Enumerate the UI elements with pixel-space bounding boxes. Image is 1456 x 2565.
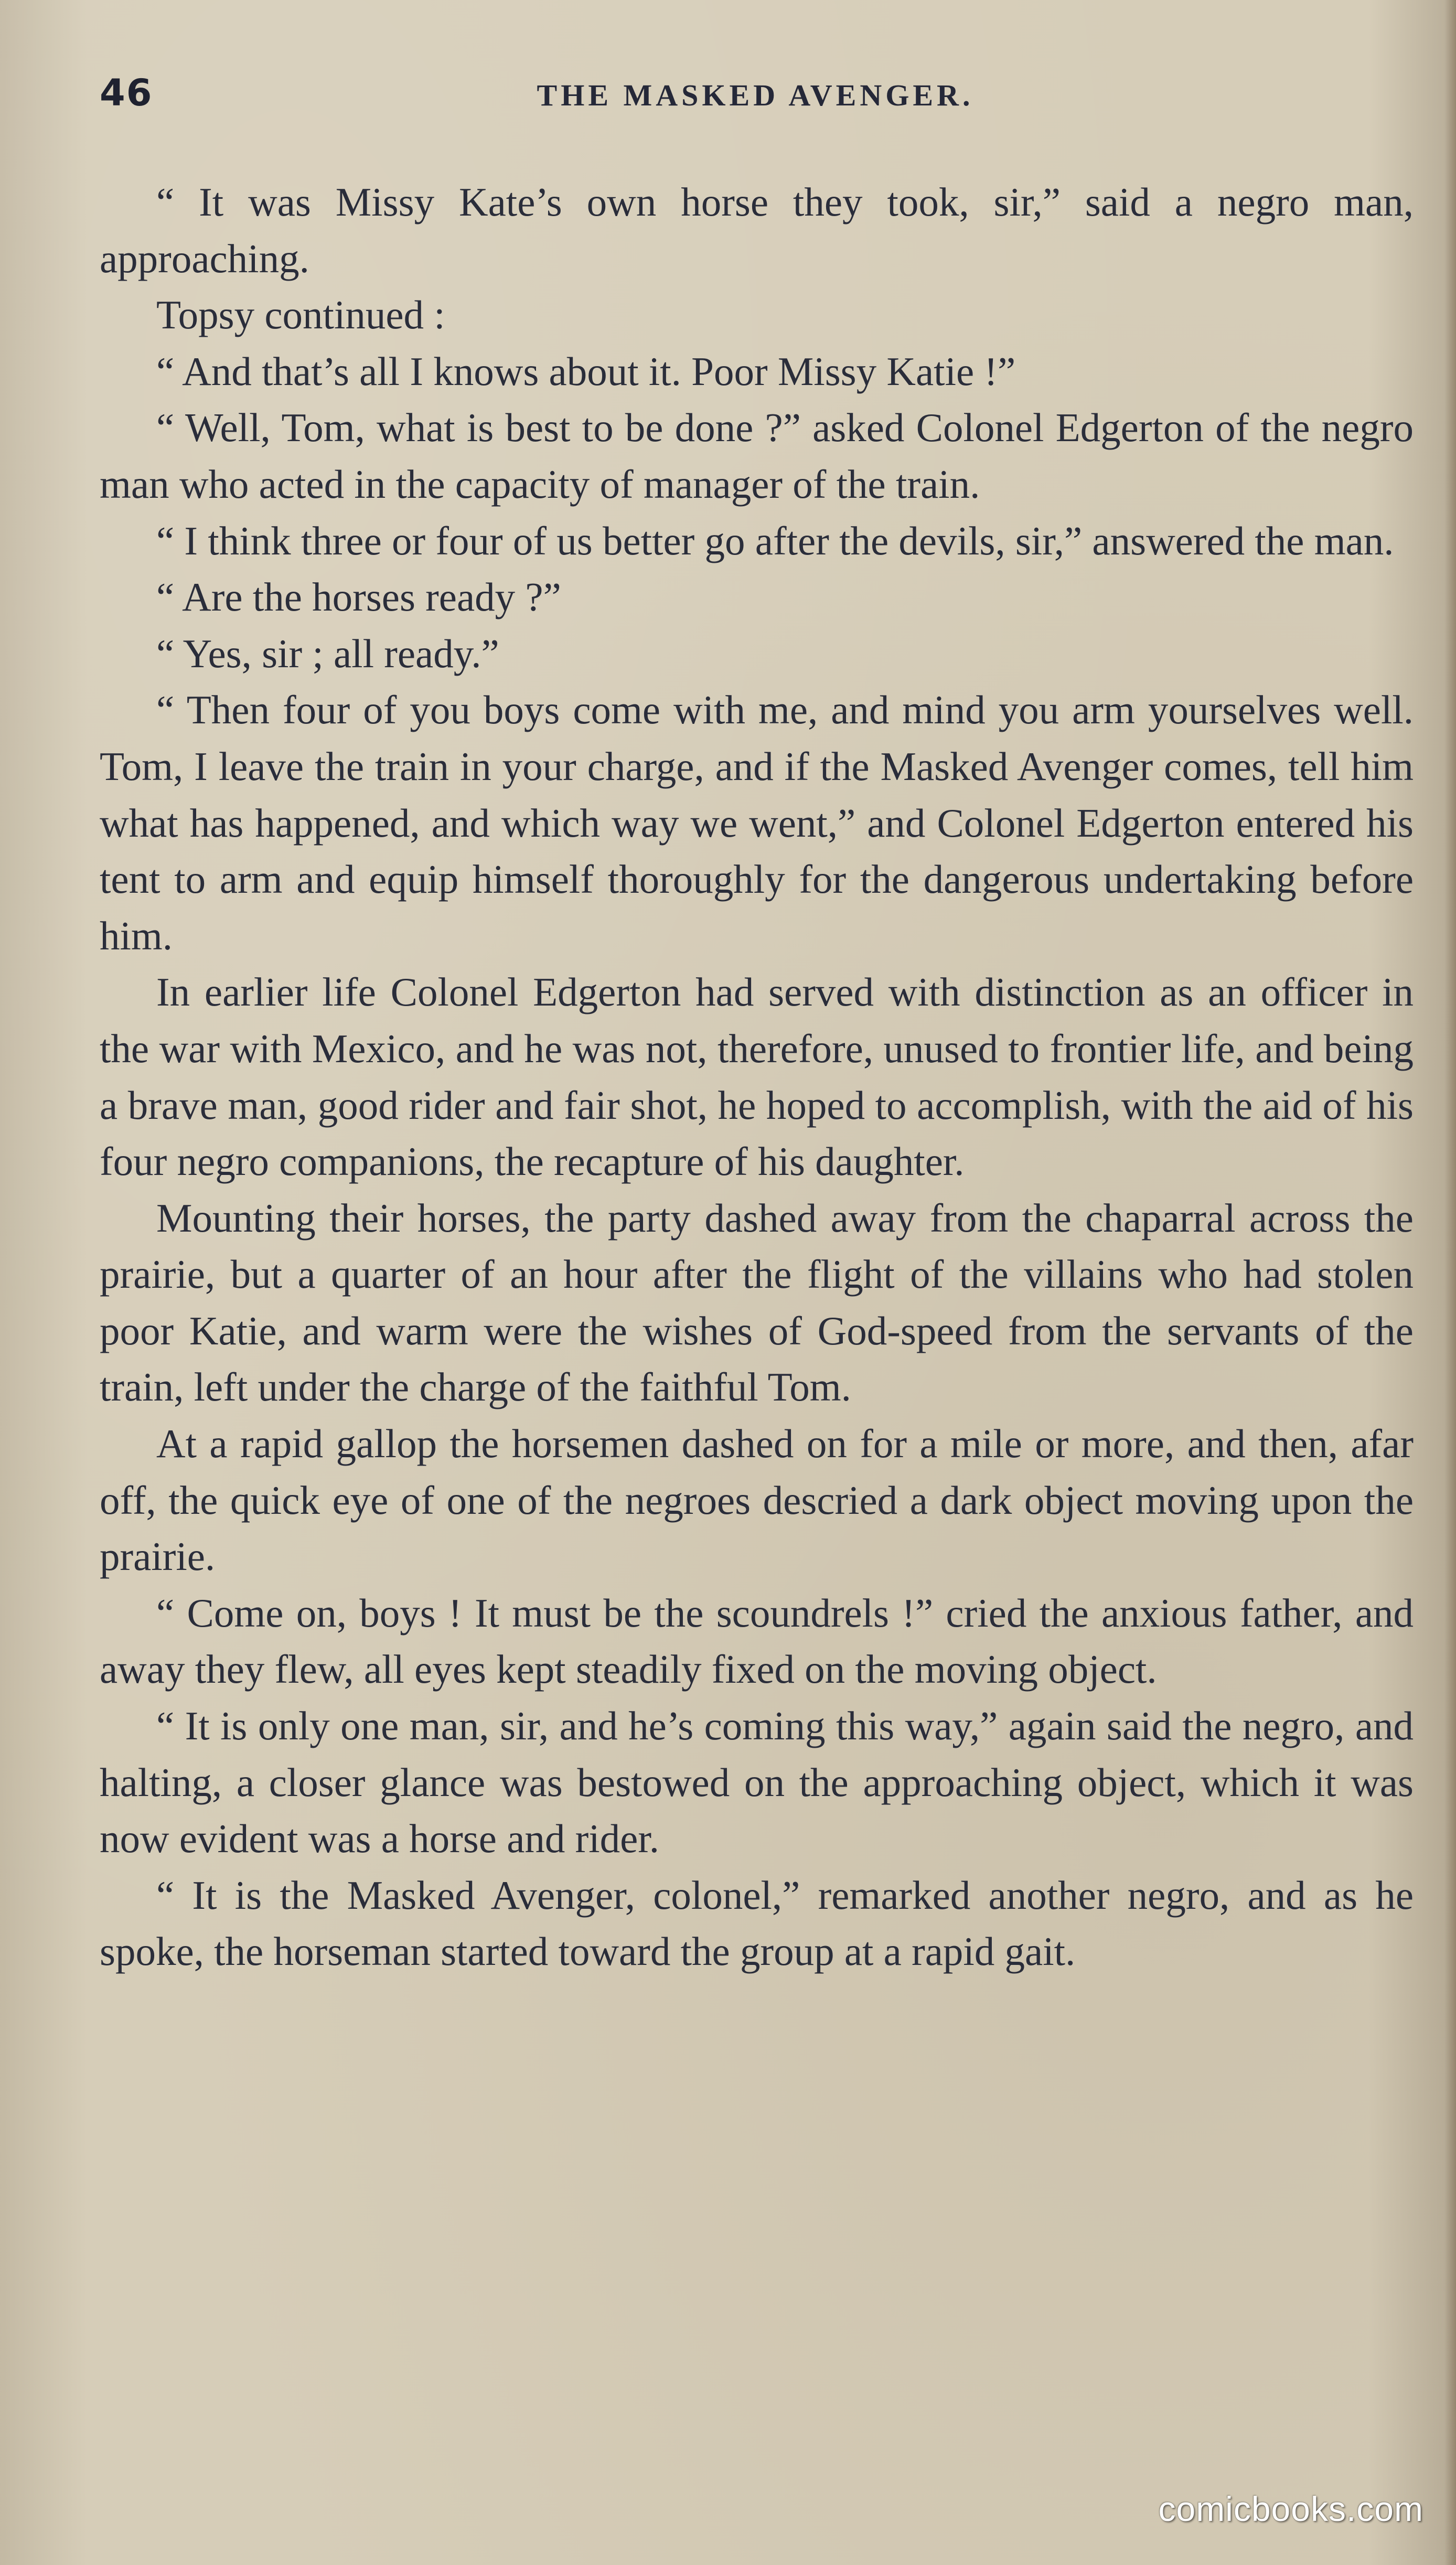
- paragraph: “ Come on, boys ! It must be the scoundrels !” cried the anxious father, and away they flew, all eyes kept steadily fixed on the moving object.: [100, 1590, 1414, 1692]
- watermark-text: comicbooks.com: [1158, 2489, 1423, 2528]
- running-head: THE MASKED AVENGER.: [537, 78, 974, 112]
- paragraph: At a rapid gallop the horsemen dashed on for a mile or more, and then, afar off, the quick eye of one of the negroes descried a dark object moving upon the prairie.: [100, 1421, 1414, 1579]
- paragraph: “ I think three or four of us better go after the devils, sir,” answered the man.: [156, 518, 1394, 563]
- page-edge-shadow: [1444, 0, 1456, 2565]
- page-number: 46: [100, 71, 153, 114]
- paragraph: In earlier life Colonel Edgerton had served with distinction as an officer in the war with Mexico, and he was not, therefore, unused to frontier life, and being a brave man, good rider and fair shot, he hoped to accomplish, with the aid of his four negro companions, the recapture of his daughter.: [100, 969, 1414, 1184]
- page-header: [100, 63, 1411, 121]
- body-text: [100, 174, 1414, 1980]
- paragraph: “ And that’s all I knows about it. Poor Missy Katie !”: [156, 348, 1016, 394]
- paragraph: “ It is the Masked Avenger, colonel,” remarked another negro, and as he spoke, the horseman started toward the group at a rapid gait.: [100, 1872, 1414, 1974]
- paragraph: “ It is only one man, sir, and he’s coming this way,” again said the negro, and halting, a closer glance was bestowed on the approaching object, which it was now evident was a horse and rider.: [100, 1703, 1414, 1862]
- paragraph: “ It was Missy Kate’s own horse they took, sir,” said a negro man, approaching.: [100, 179, 1414, 281]
- paragraph: “ Well, Tom, what is best to be done ?” asked Colonel Edgerton of the negro man who acted in the capacity of manager of the train.: [100, 405, 1414, 507]
- paragraph: “ Yes, sir ; all ready.”: [156, 630, 499, 676]
- paragraph: Mounting their horses, the party dashed away from the chaparral across the prairie, but a quarter of an hour after the flight of the villains who had stolen poor Katie, and warm were the wishes of God-speed from the servants of the train, left under the charge of the faithful Tom.: [100, 1195, 1414, 1410]
- paragraph: “ Are the horses ready ?”: [156, 574, 561, 620]
- paragraph: “ Then four of you boys come with me, and mind you arm yourselves well. Tom, I leave the train in your charge, and if the Masked Avenger comes, tell him what has happened, and which way we went,” and Colonel Edgerton entered his tent to arm and equip himself thoroughly for the dangerous undertaking before him.: [100, 687, 1414, 958]
- paragraph: Topsy continued :: [156, 292, 445, 338]
